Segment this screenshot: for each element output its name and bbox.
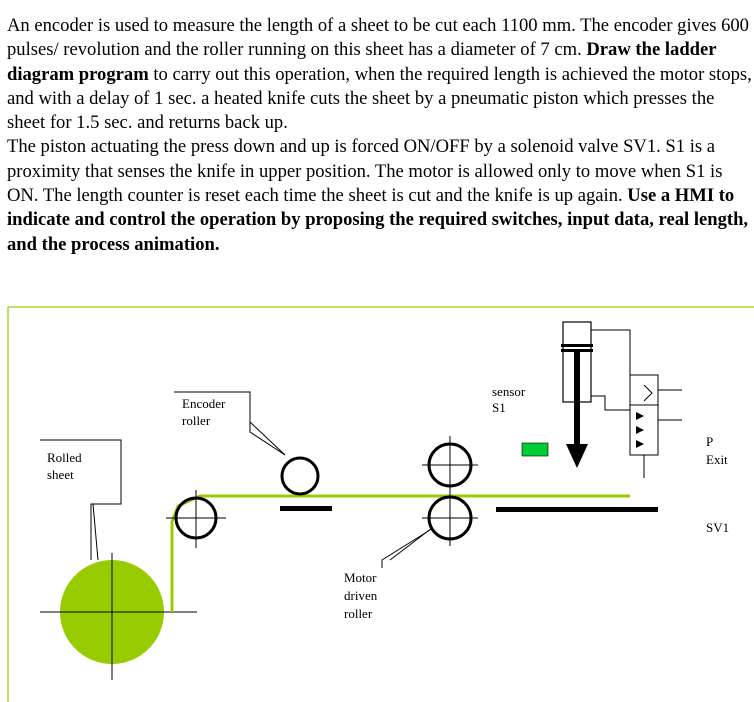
label-sv1: SV1 <box>706 520 730 535</box>
motor-driven-roller-top <box>422 436 478 494</box>
label-sensor-1: sensor <box>492 384 526 399</box>
p1-text-a: An encoder is used to measure the length of a sheet to be cut each 1100 mm. The encoder gives 600 pulses/ revolution and the roller running on this sheet has a diameter of 7 cm. <box>7 15 749 61</box>
p2-bold: Use a HMI to indicate and control the operation by proposing the required switches, input data, real length, and the process animation. <box>7 185 749 255</box>
sensor-s1 <box>522 443 548 456</box>
solenoid-valve-sv1 <box>630 375 682 478</box>
p2-text-a: The piston actuating the press down and up is forced ON/OFF by a solenoid valve SV1. S1 is a proximity that senses the knife in upper position. The motor is allowed only to move when S1 is ON. The length counter is reset each time the sheet is cut and the knife is up again. <box>7 136 723 207</box>
p1-text-b: to carry out this operation, when the required length is achieved the motor stops, and with a delay of 1 sec. a heated knife cuts the sheet by a pneumatic piston which presses the sheet for 1.5 sec. and returns back up. <box>7 63 752 134</box>
guide-roller <box>166 490 226 548</box>
label-motor-3: roller <box>344 606 373 621</box>
encoder-roller <box>280 458 332 511</box>
label-exit: Exit <box>706 452 728 467</box>
air-lines <box>591 330 630 410</box>
label-sensor-2: S1 <box>492 400 506 415</box>
label-p: P <box>706 434 714 449</box>
cutting-table <box>496 507 658 512</box>
label-encoder-1: Encoder <box>182 396 226 411</box>
motor-driven-roller-bottom <box>422 490 478 546</box>
label-encoder-2: roller <box>182 413 211 428</box>
p1-bold: Draw the ladder diagram program <box>7 39 717 85</box>
sheet-path <box>172 496 630 612</box>
callout-lines <box>40 392 432 568</box>
label-rolled-sheet-1: Rolled <box>47 450 82 465</box>
pneumatic-cylinder <box>561 322 593 468</box>
label-motor-2: driven <box>344 588 378 603</box>
label-rolled-sheet-2: sheet <box>47 467 74 482</box>
label-motor-1: Motor <box>344 570 377 585</box>
